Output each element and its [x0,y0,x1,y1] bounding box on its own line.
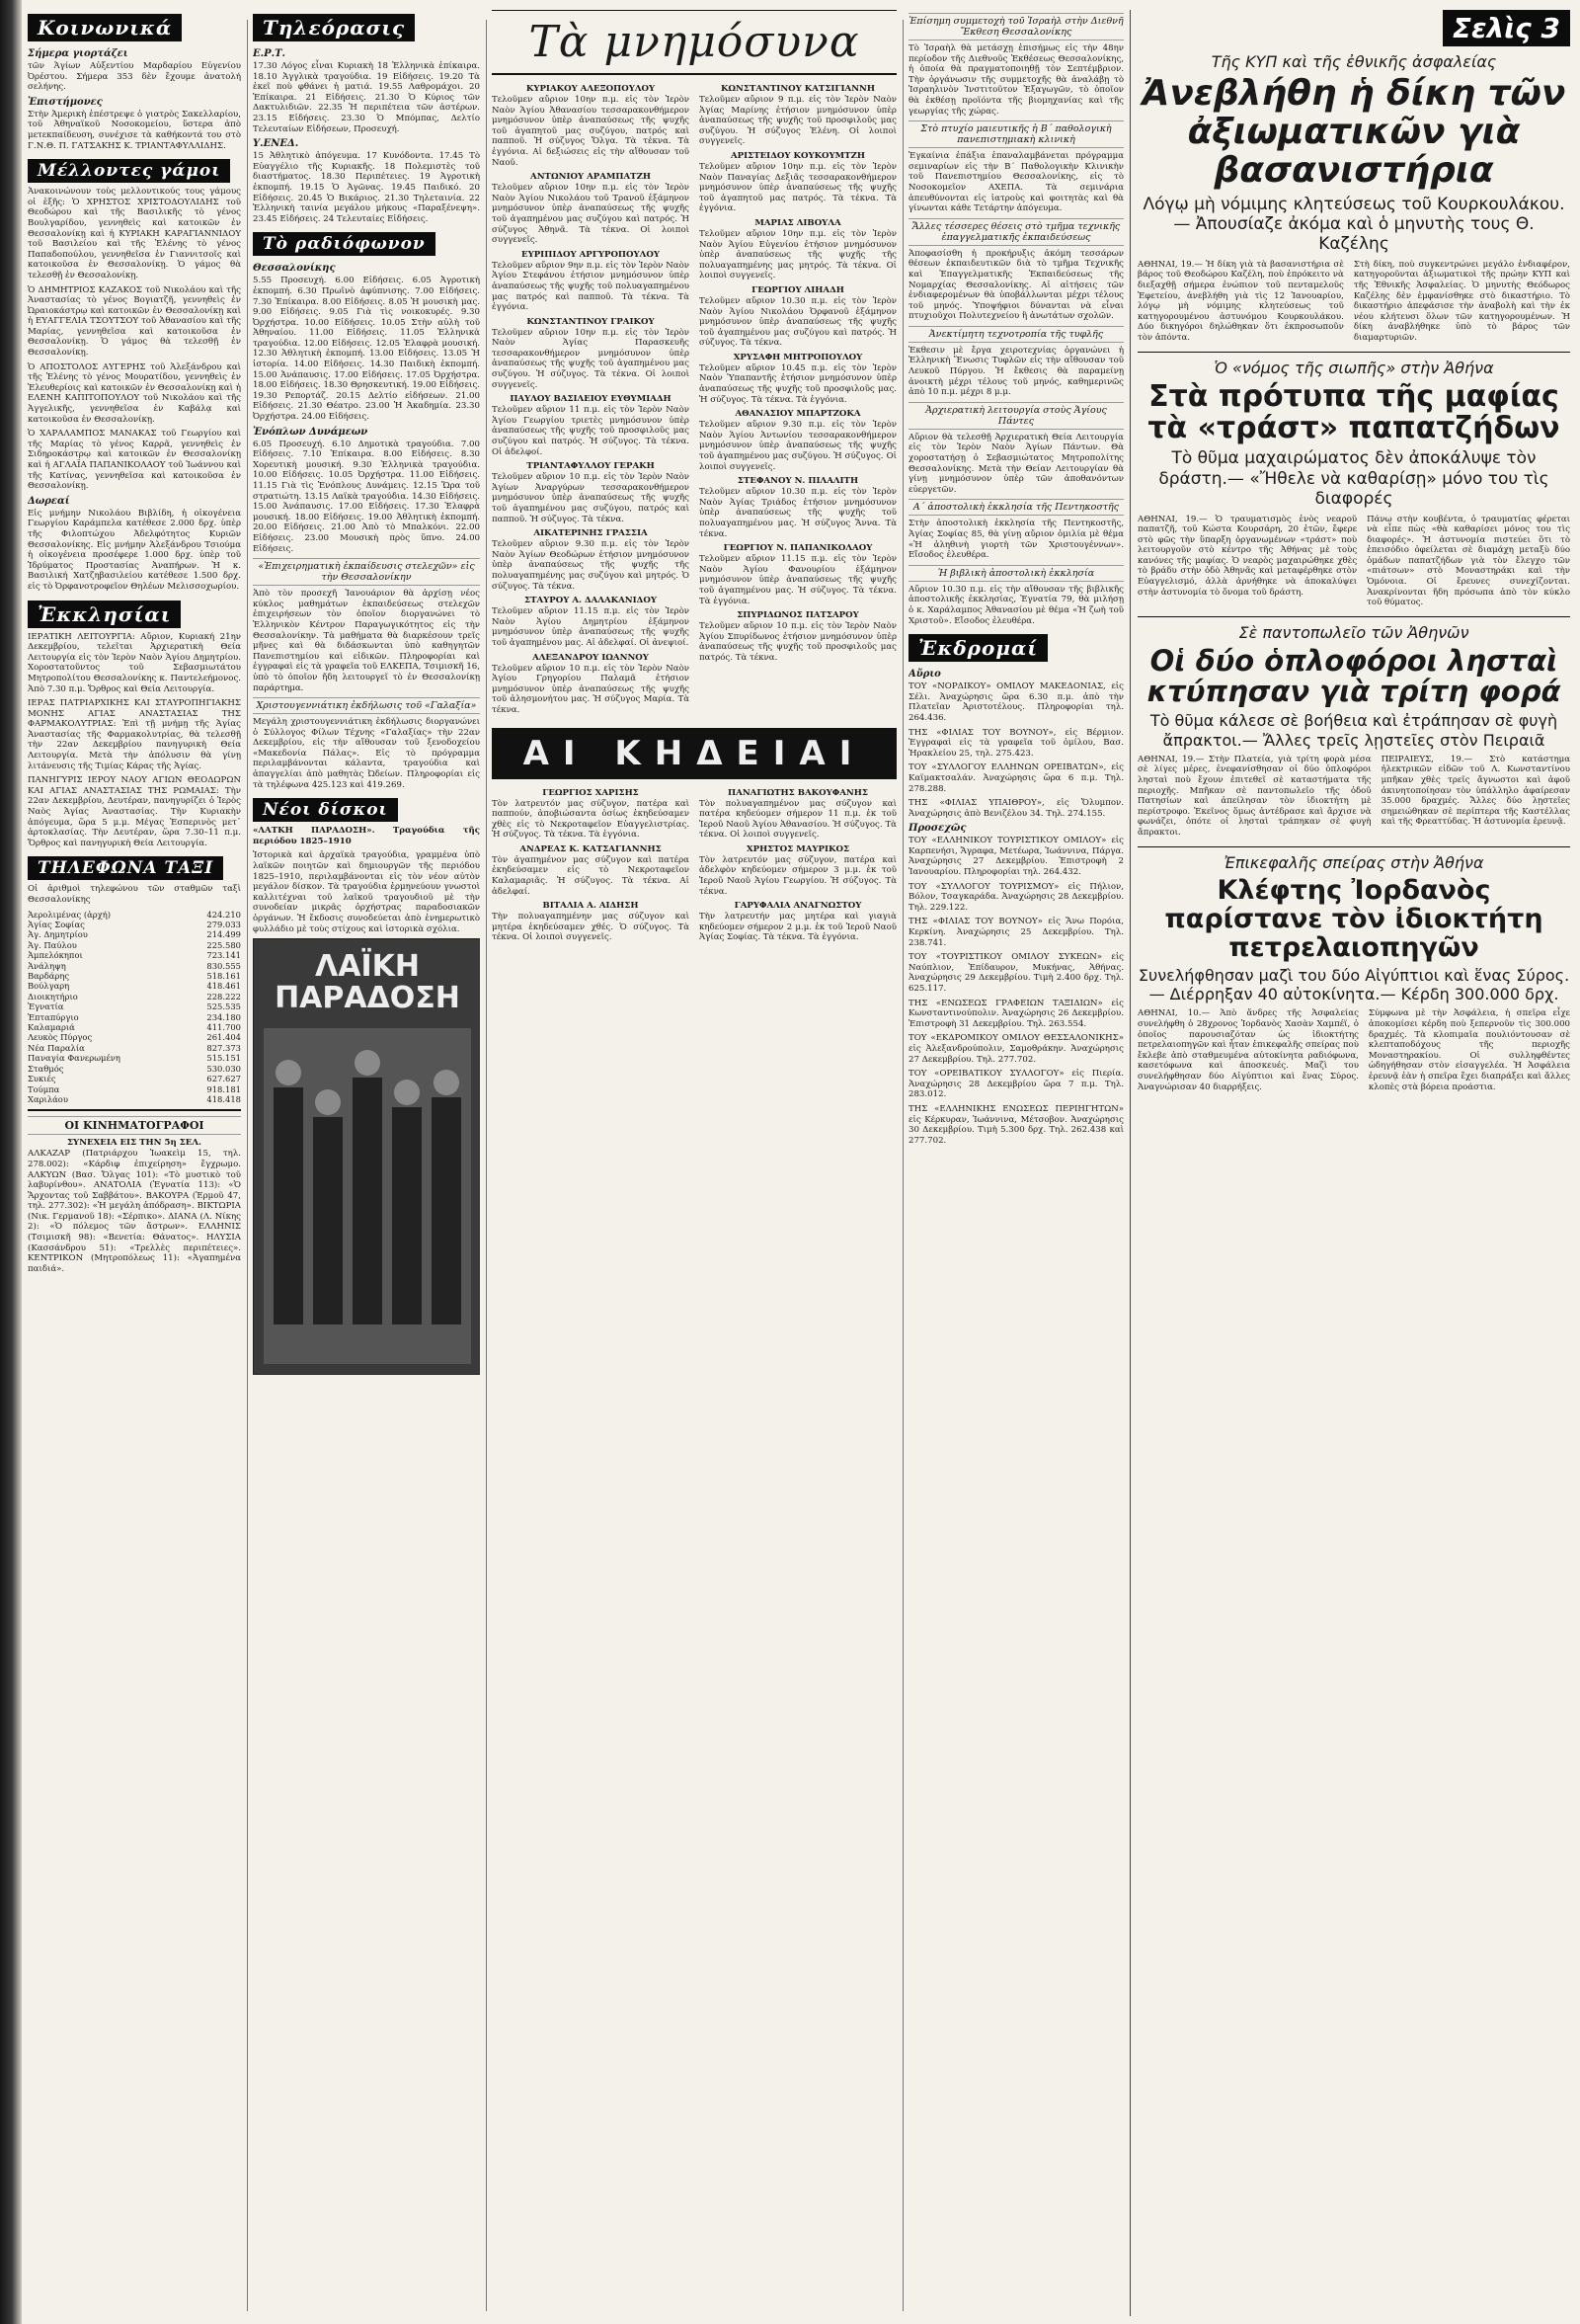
notice-text: Τελοῦμεν αὔριον 10.30 π.μ. εἰς τὸν Ἱερὸν Ναὸν Ἁγίου Νικολάου Ὀρφανοῦ ἑξάμηνον μνημόσυνον ὑπὲρ ἀναπαύσεως τῆς ψυχῆς τοῦ ἀγαπημένου μας συζύγου καὶ πατρός. Ἡ σύζυγος. Τὰ τέκνα. [699,295,897,349]
column-rule [1130,10,1131,2316]
excursions-upcoming-list [908,836,1124,1146]
notice-item [492,84,689,168]
headline-diki: Ἀνεβλήθη ἡ δίκη τῶν ἀξιωματικῶν γιὰ βασανιστήρια [1142,73,1566,191]
headline-klefths: Κλέφτης Ἰορδανὸς παρίστανε τὸν ἰδιοκτήτη πετρελαιοπηγῶν [1164,874,1543,963]
text-kinimatografoi: ΑΛΚΑΖΑΡ (Πατριάρχου Ἰωακεὶμ 15, τηλ. 278.002): «Κάρδιφ ἐπιχείρηση» ἔγχρωμο. ΑΛΚΥΩΝ (Βασ. Ὄλγας 101): «Τὸ μυστικὸ τοῦ λαβυρίνθου». ΑΝΑΤΟΛΙΑ (Ἐγνατία 113): «Ὁ Ἅρχοντας τοῦ Σαββάτου». ΒΑΚΟΥΡΑ (Ἐρμοῦ 47, τηλ. 277.302): «Ἡ μεγάλη ἀπόδραση». ΒΙΚΤΩΡΙΑ (Νικ. Γερμανοῦ 18): «Σέρπικο». ΔΙΑΝΑ (Λ. Νίκης 2): «Ὁ πόλεμος τῶν ἄστρων». ΕΛΛΗΝΙΣ (Τσιμισκῆ 98): «Βενετία: Θάνατος». ΗΛΥΣΙΑ (Κασσάνδρου 51): «Τρελλὲς περιπέτειες». ΚΕΝΤΡΙΚΟΝ (Μητροπόλεως 11): «Ἀγαπημένα παιδιά». [28,1149,241,1274]
notice-item [699,409,897,472]
section-header-ekdromai: Ἐκδρομαί [908,634,1048,662]
excursion-item: ΤΟΥ «ΝΟΡΔΙΚΟΥ» ΟΜΙΛΟΥ ΜΑΚΕΔΟΝΙΑΣ, εἰς Σέλι. Ἀναχώρησις ὥρα 6.30 π.μ. ἀπὸ τὴν Πλατεῖαν Ἀριστοτέλους. Πληροφορίαι τηλ. 264.436. [908,681,1124,723]
funeral-item [492,901,689,943]
taxi-phone-row [28,961,241,971]
notice-text: Τελοῦμεν αὔριον 10ην π.μ. εἰς τὸν Ἱερὸν Ναὸν Παναγίας Δεξιᾶς τεσσαρακονθήμερον μνημόσυνον ὑπὲρ ἀναπαύσεως τῆς ψυχῆς τοῦ ἀγαπητοῦ μας πατρός. Τὰ τέκνα. Τὰ ἐγγόνια. [699,161,897,214]
text-klefths-b: Σύμφωνα μὲ τὴν Ἀσφάλεια, ἡ σπεῖρα εἶχε ἀποκομίσει κέρδη ποὺ ξεπερνοῦν τὶς 300.000 δραχμές. Τὰ κλοπιμαῖα πουλιόντουσαν σὲ κλεπταποδόχους τῆς περιοχῆς Μοναστηρακίου. Οἱ συλληφθέντες ὡδηγήθησαν στὸν εἰσαγγελέα. Ἡ Ἀσφάλεια ἐρευνᾷ ἐὰν ἡ σπεῖρα ἔχει διαπράξει καὶ ἄλλες κλοπὲς στὰ βόρεια προάστια. [1368,1008,1570,1092]
kicker-kyp: Τῆς ΚΥΠ καὶ τῆς ἐθνικῆς ἀσφαλείας [1211,52,1497,71]
taxi-phone-row [28,929,241,939]
funerals-right-column [699,785,897,948]
notice-text: Τελοῦμεν αὔριον 11.15 π.μ. εἰς τὸν Ἱερὸν Ναὸν Ἁγίου Φανουρίου ἑξάμηνον μνημόσυνον ὑπὲρ ἀναπαύσεως τῆς ψυχῆς τοῦ ἀγαπημένου μας. Ἡ σύζυγος. Τὰ τέκνα. Τὰ ἐγγόνια. [699,554,897,606]
funeral-text: Τὴν λατρευτήν μας μητέρα καὶ γιαγιὰ κηδεύομεν σήμερον 2 μ.μ. ἐκ τοῦ Ἱεροῦ Ναοῦ Ἁγίας Σοφίας. Τὰ τέκνα. Τὰ ἐγγόνια. [699,912,897,943]
article-lystes [1138,755,1570,842]
notice-item [492,461,689,524]
taxi-station-name: Χαριλάου [28,1093,68,1104]
notice-name: ΑΝΤΩΝΙΟΥ ΑΡΑΜΠΑΤΖΗ [530,172,651,183]
taxi-phone-number: 279.033 [206,920,241,929]
funeral-item [699,844,897,897]
taxi-station-name: Ἀερολιμένας (ἀρχή) [28,909,112,920]
text-giortazei: τῶν Ἁγίων Αὐξεντίου Μαρδαρίου Εὐγενίου Ὀρέστου. Σήμερα 353 δὲν ἔχουμε ἀνατολή σελήνης. [28,61,241,93]
excursion-item: ΤΗΣ «ΦΙΛΙΑΣ ΤΟΥ ΒΟΥΝΟΥ» εἰς Ἄνω Πορόια, Κερκίνη. Ἀναχώρησις 25 Δεκεμβρίου. Τηλ. 238.741. [908,917,1124,948]
subhead-ptyxio: Στὸ πτυχίο μαιευτικῆς ἡ Β´ παθολογικὴ πανεπιστημιακὴ κλινικὴ [908,120,1124,148]
subhead-kinimatografoi: ΟΙ ΚΙΝΗΜΑΤΟΓΡΑΦΟΙ [28,1116,241,1135]
taxi-station-name: Σταθμός [28,1063,64,1074]
taxi-phone-row [28,910,241,920]
taxi-phone-number: 918.181 [206,1083,241,1094]
notice-item [699,476,897,539]
notice-name: ΓΕΩΡΓΙΟΥ Ν. ΠΑΠΑΝΙΚΟΛΑΟΥ [723,543,873,554]
notice-text: Τελοῦμεν αὔριον 10.45 π.μ. εἰς τὸν Ἱερὸν Ναὸν Ὑπαπαντῆς ἐτήσιον μνημόσυνον ὑπὲρ ἀναπαύσεως τῆς ψυχῆς τοῦ προσφιλοῦς μας. Ἡ σύζυγος. Τὰ τέκνα. Τὰ ἐγγόνια. [699,362,897,405]
album-cover-image [253,938,480,1375]
section-title-mnimosyna: Τὰ μνημόσυνα [492,10,897,75]
memorials-right-column [699,81,897,720]
taxi-phone-number: 627.627 [206,1074,241,1084]
text-diki-a: ΑΘΗΝΑΙ, 19.— Ἡ δίκη γιὰ τὰ βασανιστήρια σὲ βάρος τοῦ Θεοδώρου Καζέλη, ποὺ ἐπρόκειτο νὰ διεξαχθῇ σήμερα ἐνώπιον τοῦ πενταμελοῦς Ἐφετείου, ἀνεβλήθη γιὰ τὶς 12 Ἰανουαρίου, λόγῳ μὴ νόμιμης κλητεύσεως τοῦ κατηγορουμένου ἀστυνόμου Κουρκουλάκου. Δύο δικηγόροι δηλώθηκαν ὅτι ἐκπροσωποῦν τὸν ἀπόντα. [1138,259,1344,343]
article-klefths [1138,1008,1570,1096]
subhead-ert: Ε.Ρ.Τ. [253,48,286,59]
notice-name: ΣΠΥΡΙΔΩΝΟΣ ΠΑΤΣΑΡΟΥ [737,610,859,621]
text-mafia-a: ΑΘΗΝΑΙ, 19.— Ὁ τραυματισμὸς ἑνὸς νεαροῦ παπατζῆ, τοῦ Κώστα Κουρσάρη, 20 ἐτῶν, ἔφερε στὸ φῶς τὴν ὕπαρξη ὀργανωμένων «τράστ» ποὺ λειτουργοῦν στὸ κέντρο τῆς Ἀθήνας μὲ τοὺς κανόνες τῆς μαφίας. Ὁ νεαρὸς μαχαιρώθηκε χθὲς τὸ βράδυ στὴν ὁδὸ Ἀθηνᾶς καὶ μεταφέρθηκε στὸν Εὐαγγελισμό, ἀλλὰ ἀρνήθηκε νὰ ἀποκαλύψει στὴν ἀστυνομία τὸ ὄνομα τοῦ δράστη. [1138,514,1358,598]
divider [1138,846,1570,847]
text-ekklisiai-3: ΠΑΝΗΓΥΡΙΣ ΙΕΡΟΥ ΝΑΟΥ ΑΓΙΩΝ ΘΕΟΔΩΡΩΝ ΚΑΙ ΑΓΙΑΣ ΑΝΑΣΤΑΣΙΑΣ ΤΗΣ ΡΩΜΑΙΑΣ: Τὴν 22αν Δεκεμβρίου, Δευτέραν, πανηγυρίζει ὁ Ἱερὸς Ναὸς Ἁγίας Ἀναστασίας. Τὴν Κυριακὴν ἀπόγευμα, ὥρα 5 μ.μ. Μέγας Ἑσπερινὸς μετ᾽ ἀρτοκλασίας. Τὴν Δευτέραν, ὥρα 7.30–11 π.μ. Ὄρθρος καὶ πανηγυρικὴ Θεία Λειτουργία. [28,775,241,848]
notice-item [699,610,897,663]
notice-name: ΑΘΑΝΑΣΙΟΥ ΜΠΑΡΤΖΟΚΑ [735,409,861,420]
subhead-tyfloi: Ἀνεκτίμητη τεχνοτροπία τῆς τυφλῆς [908,326,1124,343]
text-klefths-a: ΑΘΗΝΑΙ, 10.— Ἀπὸ ἄνδρες τῆς Ἀσφαλείας συνελήφθη ὁ 28χρονος Ἰορδανὸς Χασὰν Χαμπέϊ, ὁ ὁποῖος παρουσιαζόταν ὡς ἰδιοκτήτης πετρελαιοπηγῶν καὶ ἦταν ἐπικεφαλῆς σπείρας ποὺ ἔκλεβε ἀπὸ σταθμευμένα αὐτοκίνητα ραδιόφωνα, κασετόφωνα καὶ ἀποσκευές. Μαζὶ του συνελήφθησαν δύο Αἰγύπτιοι καὶ ἕνας Σύρος. Ἀναγνώρισαν 40 διαρρήξεις. [1138,1008,1359,1092]
memorials-left-column [492,81,689,720]
taxi-phone-row [28,1064,241,1074]
taxi-station-name: Ἐγνατία [28,1002,64,1012]
divider [1138,352,1570,353]
excursion-item: ΤΗΣ «ΕΝΩΣΕΩΣ ΓΡΑΦΕΙΩΝ ΤΑΞΙΔΙΩΝ» εἰς Κωνσταντινούπολιν. Ἀναχώρησις 26 Δεκεμβρίου. Ἐπιστροφὴ 31 Δεκεμβρίου. Τηλ. 263.554. [908,998,1124,1029]
taxi-station-name: Ἑπταπύργιο [28,1011,79,1022]
text-gamoi-2: Ὁ ΔΗΜΗΤΡΙΟΣ ΚΑΖΑΚΟΣ τοῦ Νικολάου καὶ τῆς Ἀναστασίας τὸ γένος Βογιατζῆ, γεννηθεὶς ἐν Ὠραιοκάστρῳ καὶ κατοικῶν ἐν Θεσσαλονίκῃ καὶ ἡ ΕΥΑΓΓΕΛΙΑ ΤΣΟΥΤΣΟΥ τοῦ Ἀθανασίου καὶ τῆς Μαρίας, γεννηθεῖσα καὶ κατοικοῦσα ἐν Θεσσαλονίκῃ. Ὁ γάμος θὰ τελεσθῇ ἐν Θεσσαλονίκῃ. [28,284,241,359]
taxi-station-name: Ἀγίας Σοφίας [28,920,85,929]
funeral-name: ΧΡΗΣΤΟΣ ΜΑΥΡΙΚΟΣ [746,843,850,854]
text-lystes-a: ΑΘΗΝΑΙ, 19.— Στὴν Πλατεία, γιὰ τρίτη φορὰ μέσα σὲ λίγες μέρες, ἐνεφανίσθησαν οἱ δύο ὁπλοφόροι λησταὶ ποὺ ἔχουν ἐπιτεθεῖ σὲ καταστήματα τῆς περιοχῆς. Μπῆκαν σὲ παντοπωλεῖο τῆς ὁδοῦ Πατησίων καὶ ἀπείλησαν τὸν ἰδιοκτήτη μὲ περίστροφο. Ἐκεῖνος ὅμως ἀντέδρασε καὶ ἄρχισε νὰ φωνάζει, ὁπότε οἱ λησταὶ τράπηκαν σὲ φυγὴ ἄπρακτοι. [1138,754,1372,838]
taxi-phone-row [28,1074,241,1083]
notice-text: Τελοῦμεν αὔριον 10ην π.μ. εἰς τὸν Ἱερὸν Ναὸν Ἁγίου Ἀθανασίου τεσσαρακονθήμερον μνημόσυνον ὑπὲρ ἀναπαύσεως τῆς ψυχῆς τοῦ ἀγαπητοῦ μας συζύγου, πατρός καὶ παπποῦ. Ἡ σύζυγος Ὄλγα. Τὰ τέκνα. Τὰ ἐγγόνια. Αἱ δεξιώσεις εἰς τὴν αἴθουσαν τοῦ Ναοῦ. [492,95,689,168]
taxi-station-name: Ἀνάληψη [28,960,66,971]
article-mafia [1138,515,1570,612]
text-mafia-b: Πάνω στὴν κουβέντα, ὁ τραυματίας φέρεται νὰ εἶπε πὼς «θὰ καθαρίσει μόνος του τὶς διαφορές». Ἡ ἀστυνομία πιστεύει ὅτι τὸ ἐπεισόδιο ὀφείλεται σὲ διαμάχη μεταξὺ δύο ὁμάδων παπατζήδων γιὰ τὸν ἔλεγχο τῶν «πιάτσων» στὸ Μοναστηράκι καὶ τὴν Ὁμόνοια. Οἱ ἔρευνες συνεχίζονται. Ἀνακρίνονται ἤδη πρόσωπα ἀπὸ τὸν κύκλο τοῦ θύματος. [1367,514,1570,608]
notice-text: Τελοῦμεν αὔριον 9.30 π.μ. εἰς τὸν Ἱερὸν Ναὸν Ἁγίου Ἀντωνίου τεσσαρακονθήμερον μνημόσυνον ὑπὲρ ἀναπαύσεως τῆς ψυχῆς τοῦ ἀγαπημένου μας συζύγου. Ἡ σύζυγος. Οἱ λοιποὶ συγγενεῖς. [699,420,897,472]
text-texniki: Ἀποφασίσθη ἡ προκήρυξις ἀκόμη τεσσάρων θέσεων ἐκπαιδευτικῶν διὰ τὸ τμῆμα Τεχνικῆς καὶ Ἐπαγγελματικῆς Ἐκπαιδεύσεως τῆς Νομαρχίας Θεσσαλονίκης. Αἱ αἰτήσεις τῶν ἐνδιαφερομένων θὰ ὑποβάλλωνται μέχρι τέλους τοῦ μηνός. Ὑποψήφιοι δύνανται νὰ εἶναι πτυχιοῦχοι Πολυτεχνείου ἢ ἀνωτάτων σχολῶν. [908,248,1124,322]
taxi-phone-row [28,920,241,929]
notice-name: ΚΩΝΣΤΑΝΤΙΝΟΥ ΓΡΑΙΚΟΥ [526,316,655,327]
excursion-item: ΤΟΥ «ΤΟΥΡΙΣΤΙΚΟΥ ΟΜΙΛΟΥ ΣΥΚΕΩΝ» εἰς Ναύπλιον, Ἐπίδαυρον, Μυκήνας, Ἀθήνας. Ἀναχώρησις 29 Δεκεμβρίου. Τιμὴ 2.400 δρχ. Τηλ. 625.117. [908,952,1124,994]
taxi-phone-number: 424.210 [206,909,241,920]
section-header-radiofono: Τὸ ραδιόφωνον [253,232,435,256]
text-diki-b: Στὴ δίκη, ποὺ συγκεντρώνει μεγάλο ἐνδιαφέρον, κατηγοροῦνται ἀξιωματικοὶ τῆς πρώην ΚΥΠ καὶ τῆς Ἐθνικῆς Ἀσφαλείας. Ὁ μηνυτὴς Θεόδωρος Καζέλης δὲν ἐμφανίσθηκε στὸ δικαστήριο. Τὸ δικαστήριο ἀπεφάσισε τὴν ἀναβολὴ καὶ τὴν ἐκ νέου κλήτευσι ὅλων τῶν κατηγορουμένων. Ἡ δίκη ἀναβλήθηκε ὑπὸ τὸ βάρος τῶν διαμαρτυριῶν. [1353,259,1570,343]
taxi-phone-row [28,1012,241,1022]
taxi-phone-number: 525.535 [206,1002,241,1012]
taxi-phone-number: 261.404 [206,1032,241,1043]
funeral-name: ΠΑΝΑΓΙΩΤΗΣ ΒΑΚΟΥΦΑΝΗΣ [728,787,868,798]
album-cover-title-line-2: ΠΑΡΑΔΟΣΗ [275,981,460,1016]
deck-mafia: Τὸ θῦμα μαχαιρώματος δὲν ἀποκάλυψε τὸν δράστη.— «Ἤθελε νὰ καθαρίσῃ» μόνο του τὶς διαφορές [1158,448,1549,510]
album-cover-title [254,951,480,1014]
text-lystes-b: ΠΕΙΡΑΙΕΥΣ, 19.— Στὸ κατάστημα ἠλεκτρικῶν εἰδῶν τοῦ Λ. Κωνσταντίνου μπῆκαν χθὲς τρεῖς ἄγνωστοι καὶ ἀφοῦ ἀκινητοποίησαν τὸν ὑπάλληλο ἀφαίρεσαν 35.000 δραχμές. Ἄλλες δύο λῃστεῖες σημειώθηκαν σὲ περίπτερα τῆς Καστέλλας καὶ τῆς Φρεαττύδας. Ἡ ἀστυνομία ἐρευνᾷ. [1381,754,1570,828]
subhead-prosexos: Προσεχῶς [908,823,967,835]
text-pentikostis: Στὴν ἀποστολικὴ ἐκκλησία τῆς Πεντηκοστῆς, Ἀγίας Σοφίας 85, θὰ γίνῃ αὔριον ὁμιλία μὲ θέμα «Ἡ ἀληθινὴ γιορτὴ τῶν Χριστουγέννων». Εἴσοδος ἐλευθέρα. [908,519,1124,561]
notice-item [699,218,897,281]
notice-text: Τελοῦμεν αὔριον 9.30 π.μ. εἰς τὸν Ἱερὸν Ναὸν Ἁγίων Θεοδώρων ἐτήσιον μνημόσυνον ὑπὲρ ἀναπαύσεως τῆς ψυχῆς τῆς πολυαγαπημένης μας συζύγου καὶ μητρός. Ὁ σύζυγος. Τὰ τέκνα. [492,539,689,592]
notice-item [492,172,689,246]
notice-text: Τελοῦμεν αὔριον 10ην π.μ. εἰς τὸν Ἱερὸν Ναὸν Ἁγίου Νικολάου τοῦ Τρανοῦ ἑξάμηνον μνημόσυνον ὑπὲρ ἀναπαύσεως τῆς ψυχῆς τοῦ ἀγαπημένου μας συζύγου καὶ πατρός. Ἡ σύζυγος Ἀθηνᾶ. Τὰ τέκνα. Οἱ λοιποὶ συγγενεῖς. [492,183,689,246]
text-yened: 15 Ἀθλητικὸ ἀπόγευμα. 17 Κυνόδοντα. 17.45 Τὸ Εὐαγγέλιο τῆς Κυριακῆς. 18 Πολεμιστὲς τοῦ διαστήματος. 18.30 Περιπέτειες. 19 Ἀγροτικὴ ἐκπομπή. 19.15 Ὁ Ἀγῶνας. 19.45 Παιδικό. 20 Εἰδήσεις. 20.45 Ὁ Βικάριος. 21.30 Τηλεταινία. 22 Ἑλληνικὴ ταινία μεγάλου μήκους «Παραξένεψη». 23.45 Εἰδήσεις. 24 Τελευταίες Εἰδήσεις. [253,151,480,224]
excursion-item: ΤΟΥ «ΣΥΛΛΟΓΟΥ ΕΛΛΗΝΩΝ ΟΡΕΙΒΑΤΩΝ», εἰς Καϊμακτσαλάν. Ἀναχώρησις ὥρα 6 π.μ. Τηλ. 278.288. [908,762,1124,794]
kicker-pantopoleio: Σὲ παντοπωλεῖο τῶν Ἀθηνῶν [1238,622,1469,642]
subhead-dorea: Δωρεαί [28,495,70,507]
funeral-text: Τὸν λατρευτόν μας σύζυγον, πατέρα καὶ παππούν, ἀποβιώσαντα ὁσίως ἐκηδεύσαμεν χθὲς εἰς τὸ Νεκροταφεῖον Εὐαγγελιστρίας. Ἡ σύζυγος. Τὰ τέκνα. Τὰ ἐγγόνια. [492,798,689,841]
text-dorea: Εἰς μνήμην Νικολάου Βιβλίδη, ἡ οἰκογένεια Γεωργίου Καράμπελα κατέθεσε 2.000 δρχ. ὑπὲρ τῆς Φιλοπτώχου Ἀδελφότητος Κυριῶν Θεσσαλονίκης. Εἰς μνήμην Ἀλεξάνδρου Τσιούμα ἡ οἰκογένεια προσέφερε 1.000 δρχ. ὑπὲρ τοῦ Ἰδρύματος Προστασίας Ἀναπήρων. Ἡ κ. Βασιλική Χατζηβασιλείου κατέθεσε 1.500 δρχ. εἰς τὸ Ὀρφανοτροφεῖον Θηλέων Μελισσοχωρίου. [28,508,241,592]
taxi-station-name: Καλαμαριά [28,1022,75,1033]
memorials-grid [492,81,897,720]
notice-text: Τελοῦμεν αὔριον 11 π.μ. εἰς τὸν Ἱερὸν Ναὸν Ἁγίου Γεωργίου τριετὲς μνημόσυνον ὑπὲρ ἀναπαύσεως τῆς ψυχῆς τοῦ προσφιλοῦς μας συζύγου καὶ πατρός. Ἡ σύζυγος. Τὰ τέκνα. Οἱ ἀδελφοί. [492,405,689,457]
funerals-grid [492,785,897,948]
page-number-box [1138,10,1570,46]
divider [28,1109,241,1111]
notice-name: ΧΡΥΣΑΦΗ ΜΗΤΡΟΠΟΥΛΟΥ [733,352,863,362]
taxi-phone-row [28,992,241,1002]
deck-diki: Λόγῳ μὴ νόμιμης κλητεύσεως τοῦ Κουρκουλάκου.— Ἀπουσίαζε ἀκόμα καὶ ὁ μηνυτὴς τους Θ. Καζέλης [1143,194,1565,255]
taxi-station-name: Διοικητήριο [28,991,78,1002]
subhead-thessalonikis: Θεσσαλονίκης [253,263,336,275]
text-radio-thessalonikis: 5.55 Προσευχή. 6.00 Εἰδήσεις. 6.05 Ἀγροτικὴ ἐκπομπή. 6.30 Πρωϊνὸ ἀφύπνισης. 7.00 Εἰδήσεις. 7.30 Ἐπίκαιρα. 8.00 Εἰδήσεις. 8.05 Ἡ μουσικὴ μας. 9.00 Εἰδήσεις. 9.05 Γιὰ τὶς νοικοκυρές. 9.30 Ὀρχήστρα. 10.00 Εἰδήσεις. 10.05 Στὴν αὐλὴ τοῦ Ἀθηναίου. 11.00 Εἰδήσεις. 11.05 Ἑλληνικὰ τραγούδια. 12.00 Εἰδήσεις. 12.05 Ἐλαφρὰ μουσική. 12.30 Ἀθλητικὴ ἐκπομπή. 13.00 Εἰδήσεις. 13.05 Ἡ ἱστορία. 14.00 Εἰδήσεις. 14.30 Παιδικὴ ἐκπομπή. 15.00 Ἀνάπαυσις. 17.00 Εἰδήσεις. 17.05 Ὀρχήστρα. 18.00 Εἰδήσεις. 18.30 Θρησκευτική. 19.00 Εἰδήσεις. 19.30 Ρεπορτάζ. 20.15 Δελτίο εἰδήσεων. 21.00 Εἰδήσεις. 21.30 Θέατρο. 23.00 Ἡ Ἀκαδημία. 23.30 Ὀρχήστρα. 24.00 Εἰδήσεις. [253,276,480,423]
taxi-station-name: Βαρδάρης [28,971,70,982]
subhead-agioi-pantes: Ἀρχιερατικὴ λειτουργία στοὺς Ἁγίους Πάντες [908,402,1124,430]
column-social [28,10,241,2316]
taxi-phone-number: 225.580 [206,939,241,950]
taxi-phone-number: 228.222 [206,991,241,1002]
column-rule [247,20,248,2311]
section-header-gamoi: Μέλλοντες γάμοι [28,159,230,183]
funeral-name: ΒΙΤΑΛΙΑ Α. ΑΙΔΗΣΗ [542,901,639,912]
text-epistimones: Στὴν Ἀμερικὴ ἐπέστρεψε ὁ γιατρὸς Σακελλαρίου, τοῦ Ἀθηναϊκοῦ Νοσοκομείου, ὕστερα ἀπὸ μετεκπαίδευση, συνέχισε τὰ καθήκοντά του στὸ Γ.Ν.Θ. Π. ΓΑΤΣΑΚΗΣ Κ. ΤΡΙΑΝΤΑΦΥΛΛΙΔΗΣ. [28,109,241,151]
funeral-item [699,788,897,841]
newspaper-page [28,10,1570,2316]
taxi-station-name: Παναγία Φανερωμένη [28,1053,120,1064]
notice-text: Τελοῦμεν αὔριον 10 π.μ. εἰς τὸν Ἱερὸν Ναὸν Ἁγίων Ἀναργύρων τεσσαρακονθήμερον μνημόσυνον ὑπὲρ ἀναπαύσεως τῆς ψυχῆς τοῦ ἀγαπημένου μας συζύγου, πατρός καὶ παπποῦ. Ἡ σύζυγος. Τὰ τέκνα. [492,472,689,524]
notice-name: ΣΤΑΥΡΟΥ Α. ΔΑΛΑΚΑΝΙΔΟΥ [524,596,657,606]
notice-text: Τελοῦμεν αὔριον 10.30 π.μ. εἰς τὸν Ἱερὸν Ναὸν Ἁγίας Τριάδος ἐτήσιον μνημόσυνον ὑπὲρ ἀναπαύσεως τῆς ψυχῆς τοῦ πολυαγαπημένου μας. Ἡ σύζυγος Ἄννα. Τὰ τέκνα. [699,487,897,539]
notice-item [492,250,689,313]
funeral-text: Τὴν πολυαγαπημένην μας σύζυγον καὶ μητέρα ἐκηδεύσαμεν χθές. Ὁ σύζυγος. Τὰ τέκνα. Οἱ λοιποὶ συγγενεῖς. [492,912,689,943]
taxi-phone-number: 411.700 [206,1022,241,1033]
taxi-phone-row [28,1022,241,1032]
section-header-ekklisiai: Ἐκκλησίαι [28,601,181,628]
taxi-station-name: Ἀμπελόκηποι [28,950,83,961]
taxi-phone-number: 723.141 [206,950,241,961]
text-tyfloi: Ἐκθεσιν μὲ ἔργα χειροτεχνίας ὀργανώνει ἡ Ἑλληνικὴ Ἕνωσις Τυφλῶν εἰς τὴν αἴθουσαν τοῦ Λευκοῦ Πύργου. Ἡ ἔκθεσις θὰ παραμείνῃ ἀνοικτὴ μέχρι τέλους τοῦ μηνός, καθημερινῶς ἀπὸ 10 π.μ. μέχρι 8 μ.μ. [908,345,1124,398]
taxi-phone-row [28,1032,241,1042]
subhead-kino-continue: ΣΥΝΕΧΕΙΑ ΕΙΣ ΤΗΝ 5η ΣΕΛ. [66,1138,202,1149]
taxi-phone-row [28,950,241,960]
notice-item [492,394,689,457]
notice-name: ΕΥΡΙΠΙΔΟΥ ΑΡΓΥΡΟΠΟΥΛΟΥ [521,249,660,260]
subhead-israel-expo: Ἐπίσημη συμμετοχὴ τοῦ Ἰσραὴλ στὴν Διεθνῆ Ἔκθεση Θεσσαλονίκης [908,13,1124,40]
text-ert: 17.30 Λόγος εἶναι Κυριακὴ 18 Ἑλληνικὰ ἐπίκαιρα. 18.10 Ἀγγλικὰ τραγούδια. 19 Εἰδήσεις. 19.20 Τὰ ἐκεῖ ποὺ φθάνει ἡ ματιά. 19.55 Λαθρομάχοι. 20 Ἐπίκαιρα. 21 Εἰδήσεις. 21.30 Ὁ Κύριος τῶν Δακτυλιδιῶν. 22.35 Ἡ περιπέτεια τῶν ἀστέρων. 23.15 Εἰδήσεις. 23.30 Ὁ Μπόμπας, Δελτίο Τελευταίων Εἰδήσεων, Προσευχή. [253,61,480,134]
text-tilefona-intro: Οἱ ἀριθμοὶ τηλεφώνου τῶν σταθμῶν ταξὶ Θεσσαλονίκης [28,884,241,905]
deck-klefths: Συνελήφθησαν μαζὶ του δύο Αἰγύπτιοι καὶ ἕνας Σύρος.— Διέρρηξαν 40 αὐτοκίνητα.— Κέρδη 300.000 δρχ. [1138,966,1570,1004]
column-mnimosyna [492,10,897,2316]
taxi-station-name: Νέα Παραλία [28,1042,85,1053]
notice-name: ΤΡΙΑΝΤΑΦΥΛΛΟΥ ΓΕΡΑΚΗ [526,461,655,472]
funeral-name: ΓΑΡΥΦΑΛΙΑ ΑΝΑΓΝΩΣΤΟΥ [734,901,862,912]
subhead-galaxias: Χριστουγεννιάτικη ἐκδήλωσις τοῦ «Γαλαξία» [253,697,480,714]
divider [1138,616,1570,617]
notice-item [699,84,897,147]
column-announcements [908,10,1124,2316]
subhead-ekpaideusi: «Ἐπιχειρηματικὴ ἐκπαίδευσις στελεχῶν» εἰς τὴν Θεσσαλονίκην [253,558,480,586]
taxi-phone-row [28,1043,241,1053]
subhead-giortazei: Σήμερα γιορτάζει [28,48,128,59]
notice-item [492,317,689,391]
page-number: Σελὶς 3 [1443,10,1570,46]
column-rule [903,20,904,2311]
subhead-yened: Υ.ΕΝΕΔ. [253,138,299,150]
section-header-koinonika: Κοινωνικά [28,14,182,41]
taxi-phone-number: 515.151 [206,1053,241,1064]
subhead-texniki: Ἄλλες τέσσερες θέσεις στὸ τμῆμα τεχνικῆς ἐπαγγελματικῆς ἐκπαιδεύσεως [908,218,1124,246]
notice-name: ΣΤΕΦΑΝΟΥ Ν. ΠΙΛΑΛΙΤΗ [737,476,859,487]
notice-item [699,151,897,214]
column-rule [486,20,487,2311]
notice-name: ΜΑΡΙΑΣ ΛΙΒΟΥΛΑ [754,217,841,228]
section-header-neoi-diskoi: Νέοι δίσκοι [253,798,398,822]
notice-text: Τελοῦμεν αὔριον 9 π.μ. εἰς τὸν Ἱερὸν Ναὸν Ἁγίας Μαρίνης ἐτήσιον μνημόσυνον ὑπὲρ ἀναπαύσεως τῆς ψυχῆς τοῦ προσφιλοῦς μας συζύγου. Ἡ σύζυγος Ἑλένη. Οἱ λοιποὶ συγγενεῖς. [699,95,897,147]
taxi-phone-row [28,1094,241,1104]
taxi-phone-row [28,971,241,981]
notice-text: Τελοῦμεν αὔριον 10ην π.μ. εἰς τὸν Ἱερὸν Ναὸν Ἁγίου Εὐγενίου ἐτήσιον μνημόσυνον ὑπὲρ ἀναπαύσεως τῆς ψυχῆς τῆς πολυαγαπημένης μας μητρός. Τὰ τέκνα. Οἱ λοιποὶ συγγενεῖς. [699,228,897,281]
text-ptyxio: Ἐγκαίνια ἐπάξια ἐπαναλαμβάνεται πρόγραμμα σεμιναρίων εἰς τὴν Β´ Παθολογικὴν Κλινικὴν τοῦ Πανεπιστημίου Θεσσαλονίκης, εἰς τὸ Νοσοκομεῖον ΑΧΕΠΑ. Τὰ σεμινάρια ἀπευθύνονται εἰς ἰατροὺς καὶ φοιτητὰς καὶ θὰ γίνωνται κάθε Τετάρτην ἀπόγευμα. [908,151,1124,214]
subhead-epistimones: Ἐπιστήμονες [28,96,103,108]
funeral-item [699,901,897,943]
notice-item [492,528,689,592]
excursion-item: ΤΟΥ «ΕΛΛΗΝΙΚΟΥ ΤΟΥΡΙΣΤΙΚΟΥ ΟΜΙΛΟΥ» εἰς Καρπενήσι, Ἄγραφα, Μετέωρα, Ἰωάννινα, Πάργα. Ἀναχώρησις 27 Δεκεμβρίου. Ἐπιστροφὴ 2 Ἰανουαρίου. Πληροφορίαι τηλ. 264.432. [908,836,1124,878]
notice-item [492,596,689,648]
binding-gutter [0,0,22,2324]
subhead-enoplon: Ἐνόπλων Δυνάμεων [253,426,368,438]
album-cover-title-line-1: ΛΑΪΚΗ [315,949,420,985]
excursion-item: ΤΗΣ «ΦΙΛΙΑΣ ΥΠΑΙΘΡΟΥ», εἰς Ὄλυμπον. Ἀναχώρησις ἀπὸ Βενιζέλου 34. Τηλ. 274.155. [908,798,1124,819]
kicker-mafia: Ὁ «νόμος τῆς σιωπῆς» στὴν Ἀθήνα [1214,358,1494,377]
notice-name: ΑΛΕΞΑΝΔΡΟΥ ΙΩΑΝΝΟΥ [532,652,649,663]
section-header-tileorasis: Τηλεόρασις [253,14,415,41]
excursion-item: ΤΟΥ «ΕΚΔΡΟΜΙΚΟΥ ΟΜΙΛΟΥ ΘΕΣΣΑΛΟΝΙΚΗΣ» εἰς Ἀλεξανδρούπολιν, Σαμοθράκην. Ἀναχώρησις 27 Δεκεμβρίου. Τηλ. 277.702. [908,1033,1124,1065]
taxi-phone-number: 827.373 [206,1042,241,1053]
funerals-left-column [492,785,689,948]
subhead-pentikostis: Α´ ἀποστολικὴ ἐκκλησία τῆς Πεντηκοστῆς [908,499,1124,516]
deck-lystes: Τὸ θῦμα κάλεσε σὲ βοήθεια καὶ ἐτράπησαν σὲ φυγὴ ἄπρακτοι.— Ἄλλες τρεῖς λῃστεῖες στὸν Πειραιᾶ [1149,711,1558,750]
taxi-phone-list [28,910,241,1105]
taxi-phone-row [28,981,241,991]
funeral-text: Τὸν πολυαγαπημένον μας σύζυγον καὶ πατέρα κηδεύομεν σήμερον 11 π.μ. ἐκ τοῦ Ἱεροῦ Ναοῦ Ἁγίου Ἀθανασίου. Ἡ σύζυγος. Τὰ τέκνα. Οἱ λοιποὶ συγγενεῖς. [699,798,897,841]
subhead-vivliki: Ἡ βιβλικὴ ἀποστολικὴ ἐκκλησία [908,565,1124,582]
taxi-station-name: Ἀγ. Δημητρίου [28,929,88,940]
text-israel-expo: Τὸ Ἰσραὴλ θὰ μετάσχῃ ἐπισήμως εἰς τὴν 48ην περίοδον τῆς Διεθνοῦς Ἐκθέσεως Θεσσαλονίκης, ἡ ὁποία θὰ πραγματοποιηθῇ τὸν Σεπτέμβριον. Τὴν ὀργάνωσιν τῆς συμμετοχῆς θὰ ἀναλάβῃ τὸ Ἰσραηλινὸν Ἰνστιτοῦτον Ἐξαγωγῶν, τὸ ὁποῖον θὰ ἐκθέσῃ προϊόντα τῆς βιομηχανίας καὶ τῆς γεωργίας τῆς χώρας. [908,43,1124,117]
taxi-phone-row [28,1053,241,1063]
taxi-station-name: Τούμπα [28,1083,60,1094]
taxi-phone-number: 234.180 [206,1011,241,1022]
text-agioi-pantes: Αὔριον θὰ τελεσθῇ Ἀρχιερατικὴ Θεία Λειτουργία εἰς τὸν Ἱερὸν Ναὸν Ἁγίων Πάντων. Θὰ χοροστατήσῃ ὁ Σεβασμιώτατος Μητροπολίτης Θεσσαλονίκης. Μετὰ τὴν Θείαν Λειτουργίαν θὰ γίνῃ μνημόσυνον ὑπὲρ τῶν ἀποθανόντων εὐεργετῶν. [908,432,1124,495]
section-header-akhdeiai: ΑΙ ΚΗΔΕΙΑΙ [492,728,897,779]
text-vivliki: Αὔριον 10.30 π.μ. εἰς τὴν αἴθουσαν τῆς βιβλικῆς ἀποστολικῆς ἐκκλησίας, Ἐγνατία 79, θὰ μιλήσῃ ὁ κ. Χαράλαμπος Ἀθανασίου μὲ θέμα «Ἡ ζωὴ τοῦ Χριστοῦ». Εἴσοδος ἐλευθέρα. [908,584,1124,626]
text-ekpaideusi: Ἀπὸ τὸν προσεχῆ Ἰανουάριον θὰ ἀρχίσῃ νέος κύκλος μαθημάτων ἐκπαιδεύσεως στελεχῶν ἐπιχειρήσεων τὸν ὁποῖον διοργανώνει τὸ Ἑλληνικὸν Κέντρον Παραγωγικότητος εἰς τὴν Θεσσαλονίκην. Τὰ μαθήματα θὰ διαρκέσουν τρεῖς μῆνες καὶ θὰ διδάσκωνται ὑπὸ καθηγητῶν Πανεπιστημίου καὶ εἰδικῶν. Πληροφορίαι καὶ ἐγγραφαὶ εἰς τὰ γραφεῖα τοῦ ΕΛΚΕΠΑ, Τσιμισκῆ 16, ὑπὸ τὸ ὁποῖον ἤδη λειτουργεῖ τὸ ἐν Θεσσαλονίκῃ παράρτημα. [253,589,480,693]
column-news [1138,10,1570,2316]
headline-mafia: Στὰ πρότυπα τῆς μαφίας τὰ «τράστ» παπατζήδων [1147,378,1560,445]
text-gamoi-1: Ἀνακοινώνουν τοὺς μελλοντικούς τους γάμους οἱ ἑξῆς: Ὁ ΧΡΗΣΤΟΣ ΧΡΙΣΤΟΔΟΥΛΙΔΗΣ τοῦ Θεοδώρου καὶ τῆς Βασιλικῆς τὸ γένος Βουλγαρίδου, γεννηθεὶς καὶ κατοικῶν ἐν Θεσσαλονίκῃ καὶ ἡ ΚΥΡΙΑΚΗ ΚΑΡΑΓΙΑΝΝΙΔΟΥ τοῦ Βασιλείου καὶ τῆς Ἐλένης τὸ γένος Παπαδοπούλου, γεννηθεῖσα ἐν Γιαννιτσοῖς καὶ κατοικοῦσα ἐν Θεσσαλονίκῃ. Ὁ γάμος θὰ τελεσθῇ ἐν Θεσσαλονίκῃ. [28,187,241,280]
notice-name: ΑΙΚΑΤΕΡΙΝΗΣ ΓΡΑΣΣΙΑ [533,528,648,539]
text-galaxias: Μεγάλη χριστουγεννιάτικη ἐκδήλωσις διοργανώνει ὁ Σύλλογος Φίλων Τέχνης «Γαλαξίας» τὴν 22αν Δεκεμβρίου, εἰς τὴν αἴθουσαν τοῦ ξενοδοχείου «Μακεδονία Πάλας». Εἰς τὸ πρόγραμμα περιλαμβάνονται κάλαντα, τραγούδια καὶ ἀπαγγελίαι ἀπὸ μαθητὰς Ὠδείων. Πληροφορίαι εἰς τὰ τηλέφωνα 425.123 καὶ 419.269. [253,717,480,790]
notice-text: Τελοῦμεν αὔριον 11.15 π.μ. εἰς τὸν Ἱερὸν Ναὸν Ἁγίου Δημητρίου ἑξάμηνον μνημόσυνον ὑπὲρ ἀναπαύσεως τῆς ψυχῆς τοῦ ἀγαπημένου μας. Αἱ ἀδελφαί. Οἱ ἀνεψιοί. [492,606,689,648]
taxi-phone-number: 418.418 [206,1093,241,1104]
notice-text: Τελοῦμεν αὔριον 10ην π.μ. εἰς τὸν Ἱερὸν Ναὸν Ἁγίας Παρασκευῆς τεσσαρακονθήμερον μνημόσυνον ὑπὲρ ἀναπαύσεως τῆς ψυχῆς τοῦ ἀγαπημένου μας συζύγου. Ἡ σύζυγος. Τὰ τέκνα. Οἱ λοιποὶ συγγενεῖς. [492,327,689,390]
excursion-item: ΤΟΥ «ΣΥΛΛΟΓΟΥ ΤΟΥΡΙΣΜΟΥ» εἰς Πήλιον, Βόλον, Τσαγκαράδα. Ἀναχώρησις 28 Δεκεμβρίου. Τηλ. 229.122. [908,881,1124,913]
excursion-item: ΤΗΣ «ΦΙΛΙΑΣ ΤΟΥ ΒΟΥΝΟΥ», εἰς Βέρμιον. Ἐγγραφαὶ εἰς τὰ γραφεῖα τοῦ ὁμίλου, Βασ. Ἡρακλείου 25, τηλ. 275.423. [908,727,1124,759]
taxi-station-name: Λευκὸς Πύργος [28,1032,93,1043]
column-tv-radio [253,10,480,2316]
funeral-text: Τὸν λατρευτόν μας σύζυγον, πατέρα καὶ ἀδελφὸν κηδεύομεν σήμερον 3 μ.μ. ἐκ τοῦ Ἱεροῦ Ναοῦ Ἁγίου Γεωργίου. Ἡ σύζυγος. Τὰ τέκνα. [699,854,897,897]
notice-item [699,543,897,606]
notice-item [699,285,897,349]
funeral-name: ΑΝΔΡΕΑΣ Κ. ΚΑΤΣΑΓΙΑΝΝΗΣ [519,843,662,854]
taxi-phone-number: 418.461 [206,981,241,992]
funeral-item [492,844,689,897]
text-radio-enoplon: 6.05 Προσευχή. 6.10 Δημοτικὰ τραγούδια. 7.00 Εἰδήσεις. 7.10 Ἐπίκαιρα. 8.00 Εἰδήσεις. 8.30 Χορευτικὴ μουσική. 9.30 Ἑλληνικὰ τραγούδια. 10.00 Εἰδήσεις. 10.05 Ὀρχήστρα. 11.00 Εἰδήσεις. 11.15 Γιὰ τὶς Ἐνόπλους Δυνάμεις. 12.15 Ὥρα τοῦ στρατιώτη. 13.15 Λαϊκὰ τραγούδια. 14.30 Εἰδήσεις. 15.00 Ἀνάπαυσις. 17.00 Εἰδήσεις. 17.30 Ἐλαφρὰ μουσική. 18.00 Εἰδήσεις. 19.00 Ἀθλητικὴ ἐκπομπή. 20.00 Εἰδήσεις. 21.00 Ἀπὸ τὸ Μπαλκόνι. 22.00 Εἰδήσεις. 23.00 Μουσικὴ πρὸς ὕπνο. 24.00 Εἰδήσεις. [253,439,480,554]
funeral-name: ΓΕΩΡΓΙΟΣ ΧΑΡΙΣΗΣ [542,787,639,798]
taxi-phone-number: 530.030 [206,1063,241,1074]
excursion-item: ΤΗΣ «ΕΛΛΗΝΙΚΗΣ ΕΝΩΣΕΩΣ ΠΕΡΙΗΓΗΤΩΝ» εἰς Κέρκυραν, Ἰωάννινα, Μέτσοβον. Ἀναχώρησις 30 Δεκεμβρίου. Τιμὴ 5.300 δρχ. Τηλ. 262.438 καὶ 277.702. [908,1103,1124,1146]
kicker-klefths: Ἐπικεφαλῆς σπείρας στὴν Ἀθήνα [1224,852,1484,872]
subhead-avrio: Αὔριο [908,669,941,681]
taxi-phone-number: 214.499 [206,929,241,940]
article-diki [1138,260,1570,348]
notice-name: ΚΩΝΣΤΑΝΤΙΝΟΥ ΚΑΤΣΙΓΙΑΝΝΗ [720,84,876,94]
text-ekklisiai-1: ΙΕΡΑΤΙΚΗ ΛΕΙΤΟΥΡΓΙΑ: Αὔριον, Κυριακή 21ην Δεκεμβρίου, τελεῖται Ἀρχιερατικὴ Θεία Λειτουργία εἰς τὸν Ἱερὸν Ναὸν Ἁγίου Δημητρίου. Χοροστατοῦντος τοῦ Σεβασμιωτάτου Μητροπολίτου Θεσσαλονίκης κ. Παντελεήμονος. Ἀπὸ 7.30 π.μ. Ὄρθρος καὶ Θεία Λειτουργία. [28,631,241,694]
excursions-list [908,681,1124,819]
notice-name: ΑΡΙΣΤΕΙΔΟΥ ΚΟΥΚΟΥΜΤΖΗ [731,150,865,161]
notice-item [699,353,897,405]
taxi-phone-row [28,1002,241,1011]
taxi-phone-number: 830.555 [206,960,241,971]
headline-lystes: Οἱ δύο ὁπλοφόροι λησταὶ κτύπησαν γιὰ τρίτη φορά [1146,643,1561,709]
taxi-phone-number: 518.161 [206,971,241,982]
notice-text: Τελοῦμεν αὔριον 10 π.μ. εἰς τὸν Ἱερὸν Ναὸν Ἁγίου Γρηγορίου Παλαμᾶ ἐτήσιον μνημόσυνον ὑπὲρ ἀναπαύσεως τῆς ψυχῆς τοῦ ἀλησμονήτου μας. Ἡ σύζυγος Μαρία. Τὰ τέκνα. [492,663,689,715]
excursion-item: ΤΟΥ «ΟΡΕΙΒΑΤΙΚΟΥ ΣΥΛΛΟΓΟΥ» εἰς Πιερία. Ἀναχώρησις 28 Δεκεμβρίου ὥρα 7 π.μ. Τηλ. 283.012. [908,1069,1124,1100]
taxi-station-name: Ἀγ. Παύλου [28,939,77,950]
notice-name: ΚΥΡΙΑΚΟΥ ΑΛΕΞΟΠΟΥΛΟΥ [525,84,656,94]
taxi-phone-row [28,1084,241,1094]
section-header-tilefona: ΤΗΛΕΦΩΝΑ ΤΑΞΙ [28,856,223,880]
notice-text: Τελοῦμεν αὔριον 10 π.μ. εἰς τὸν Ἱερὸν Ναὸν Ἁγίου Σπυρίδωνος ἐτήσιον μνημόσυνον ὑπὲρ ἀναπαύσεως τῆς ψυχῆς τοῦ προσφιλοῦς μας πατρός. Τὰ τέκνα. [699,621,897,663]
text-laiki-paradosi: Ἱστορικὰ καὶ ἀρχαϊκὰ τραγούδια, γραμμένα ὑπὸ λαϊκῶν ποιητῶν καὶ δημιουργῶν τῆς περιόδου 1825–1910, περιλαμβάνονται εἰς τὸν νέον αὐτὸν μεγάλον δίσκον. Τὰ τραγούδια ἑρμηνεύουν γνωστοὶ καλλιτέχναι τοῦ λαϊκοῦ τραγουδιοῦ μὲ τὴν συνοδείαν μικρᾶς ὀρχήστρας παραδοσιακῶν ὀργάνων. Ἡ ἔκδοσις συνοδεύεται ἀπὸ ἐνημερωτικὸ φυλλάδιο μὲ τοὺς στίχους καὶ ἱστορικὰ σχόλια. [253,850,480,934]
text-gamoi-4: Ὁ ΧΑΡΑΛΑΜΠΟΣ ΜΑΝΑΚΑΣ τοῦ Γεωργίου καὶ τῆς Μαρίας τὸ γένος Καρρᾶ, γεννηθεὶς ἐν Σιδηροκάστρῳ καὶ κατοικῶν ἐν Θεσσαλονίκῃ καὶ ἡ ΑΓΛΑΪΑ ΠΑΠΑΝΙΚΟΛΑΟΥ τοῦ Ἰωάννου καὶ τῆς Κατίνας, γεννηθεῖσα καὶ κατοικοῦσα ἐν Θεσσαλονίκῃ. [28,429,241,492]
funeral-item [492,788,689,841]
notice-text: Τελοῦμεν αὔριον 9ην π.μ. εἰς τὸν Ἱερὸν Ναὸν Ἁγίου Στεφάνου ἐτήσιον μνημόσυνον ὑπὲρ ἀναπαύσεως τῆς ψυχῆς τοῦ πολυαγαπημένου μας πατρός καὶ παπποῦ. Τὰ τέκνα. Τὰ ἐγγόνια. [492,260,689,313]
notice-name: ΓΕΩΡΓΙΟΥ ΛΙΗΑΔΗ [751,284,844,295]
text-gamoi-3: Ὁ ΑΠΟΣΤΟΛΟΣ ΑΥΓΕΡΗΣ τοῦ Ἀλεξάνδρου καὶ τῆς Ἑλένης τὸ γένος Μουρατίδου, γεννηθεὶς ἐν Ἐλευθερίοις καὶ κατοικῶν ἐν Θεσσαλονίκῃ καὶ ἡ ΕΛΕΝΗ ΚΑΠΙΤΟΠΟΥΛΟΥ τοῦ Νικολάου καὶ τῆς Ἀγγελικῆς, γεννηθεῖσα ἐν Καβάλᾳ καὶ κατοικοῦσα ἐν Θεσσαλονίκῃ. [28,361,241,425]
subhead-laiki-paradosi: «ΛΑΤΚΗ ΠΑΡΑΔΟΣΗ». Τραγούδια τῆς περιόδου 1825–1910 [253,826,480,846]
notice-item [492,653,689,716]
text-ekklisiai-2: ΙΕΡΑΣ ΠΑΤΡΙΑΡΧΙΚΗΣ ΚΑΙ ΣΤΑΥΡΟΠΗΓΙΑΚΗΣ ΜΟΝΗΣ ΑΓΙΑΣ ΑΝΑΣΤΑΣΙΑΣ ΤΗΣ ΦΑΡΜΑΚΟΛΥΤΡΙΑΣ: Ἐπὶ τῇ μνήμῃ τῆς Ἁγίας Ἀναστασίας τῆς Φαρμακολυτρίας, θὰ τελεσθῇ τὴν 22αν Δεκεμβρίου πανηγυρικὴ Θεία Λειτουργία. Μετὰ τὴν ἀπόλυσιν θὰ γίνῃ λιτάνευσις τῆς Τιμίας Κάρας τῆς Ἁγίας. [28,698,241,771]
funeral-text: Τὸν ἀγαπημένον μας σύζυγον καὶ πατέρα ἐκηδεύσαμεν εἰς τὸ Νεκροταφεῖον Καλαμαριᾶς. Ἡ σύζυγος. Τὰ τέκνα. Αἱ ἀδελφαί. [492,854,689,897]
taxi-station-name: Συκιές [28,1074,56,1084]
taxi-phone-row [28,940,241,950]
taxi-station-name: Βούλγαρη [28,981,70,992]
notice-name: ΠΑΥΛΟΥ ΒΑΣΙΛΕΙΟΥ ΕΥΘΥΜΙΑΔΗ [510,394,672,405]
